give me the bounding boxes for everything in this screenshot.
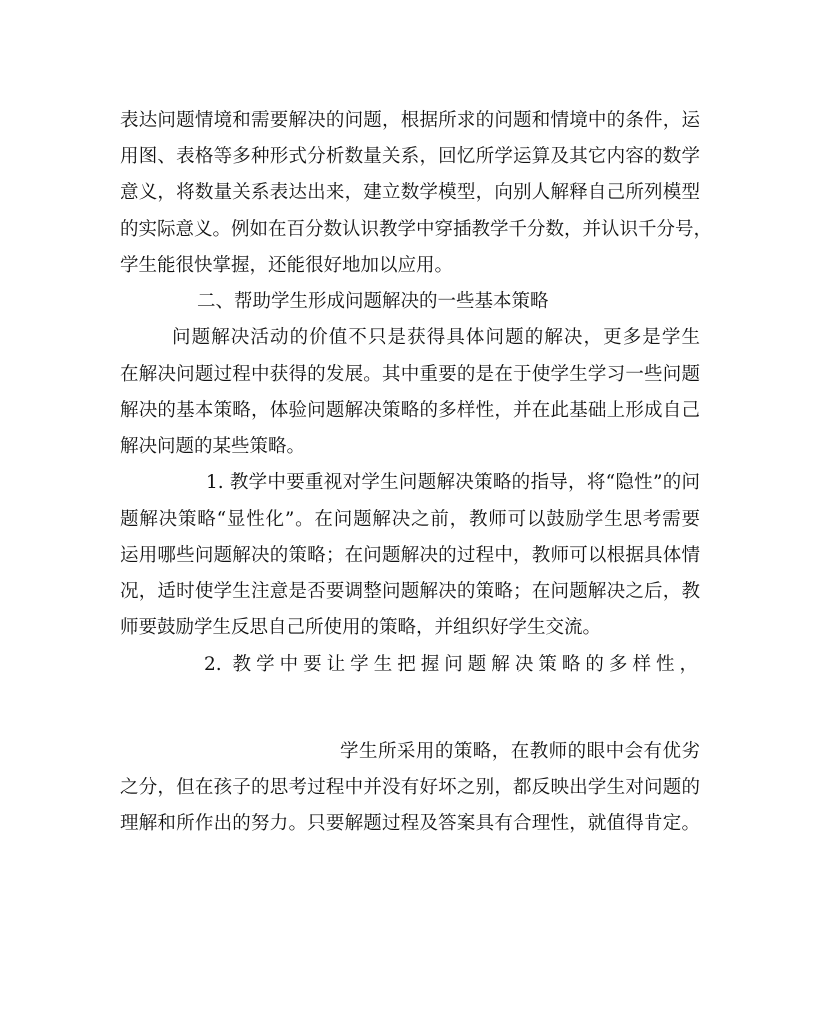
- paragraph-line: 解决问题的某些策略。: [120, 436, 306, 457]
- paragraph-line: 题解决策略“显性化”。在问题解决之前，教师可以鼓励学生思考需要: [120, 509, 700, 530]
- paragraph-line: 师要鼓励学生反思自己所使用的策略，并组织好学生交流。: [120, 617, 602, 638]
- paragraph-line: 之分，但在孩子的思考过程中并没有好坏之别，都反映出学生对问题的: [120, 777, 700, 798]
- paragraph-line: 况，适时使学生注意是否要调整问题解决的策略；在问题解决之后，教: [120, 581, 700, 602]
- paragraph-line: 在解决问题过程中获得的发展。其中重要的是在于使学生学习一些问题: [120, 364, 700, 385]
- paragraph-line: 1. 教学中要重视对学生问题解决策略的指导，将“隐性”的问: [206, 472, 700, 493]
- paragraph-line: 解决的基本策略，体验问题解决策略的多样性，并在此基础上形成自己: [120, 400, 700, 421]
- paragraph-line: 用图、表格等多种形式分析数量关系，回忆所学运算及其它内容的数学: [120, 146, 700, 167]
- section-heading: 二、帮助学生形成问题解决的一些基本策略: [197, 291, 549, 312]
- paragraph-line: 问题解决活动的价值不只是获得具体问题的解决，更多是学生: [172, 327, 700, 348]
- paragraph-line: 理解和所作出的努力。只要解题过程及答案具有合理性，就值得肯定。: [120, 813, 700, 834]
- paragraph-line: 2. 教学中要让学生把握问题解决策略的多样性，: [204, 654, 698, 675]
- paragraph-line: 学生所采用的策略，在教师的眼中会有优劣: [340, 741, 700, 762]
- paragraph-line: 运用哪些问题解决的策略；在问题解决的过程中，教师可以根据具体情: [120, 545, 700, 566]
- paragraph-line: 学生能很快掌握，还能很好地加以应用。: [120, 255, 454, 276]
- paragraph-line: 的实际意义。例如在百分数认识教学中穿插教学千分数，并认识千分号，: [120, 219, 713, 240]
- paragraph-line: 意义，将数量关系表达出来，建立数学模型，向别人解释自己所列模型: [120, 182, 700, 203]
- paragraph-line: 表达问题情境和需要解决的问题，根据所求的问题和情境中的条件，运: [120, 110, 700, 131]
